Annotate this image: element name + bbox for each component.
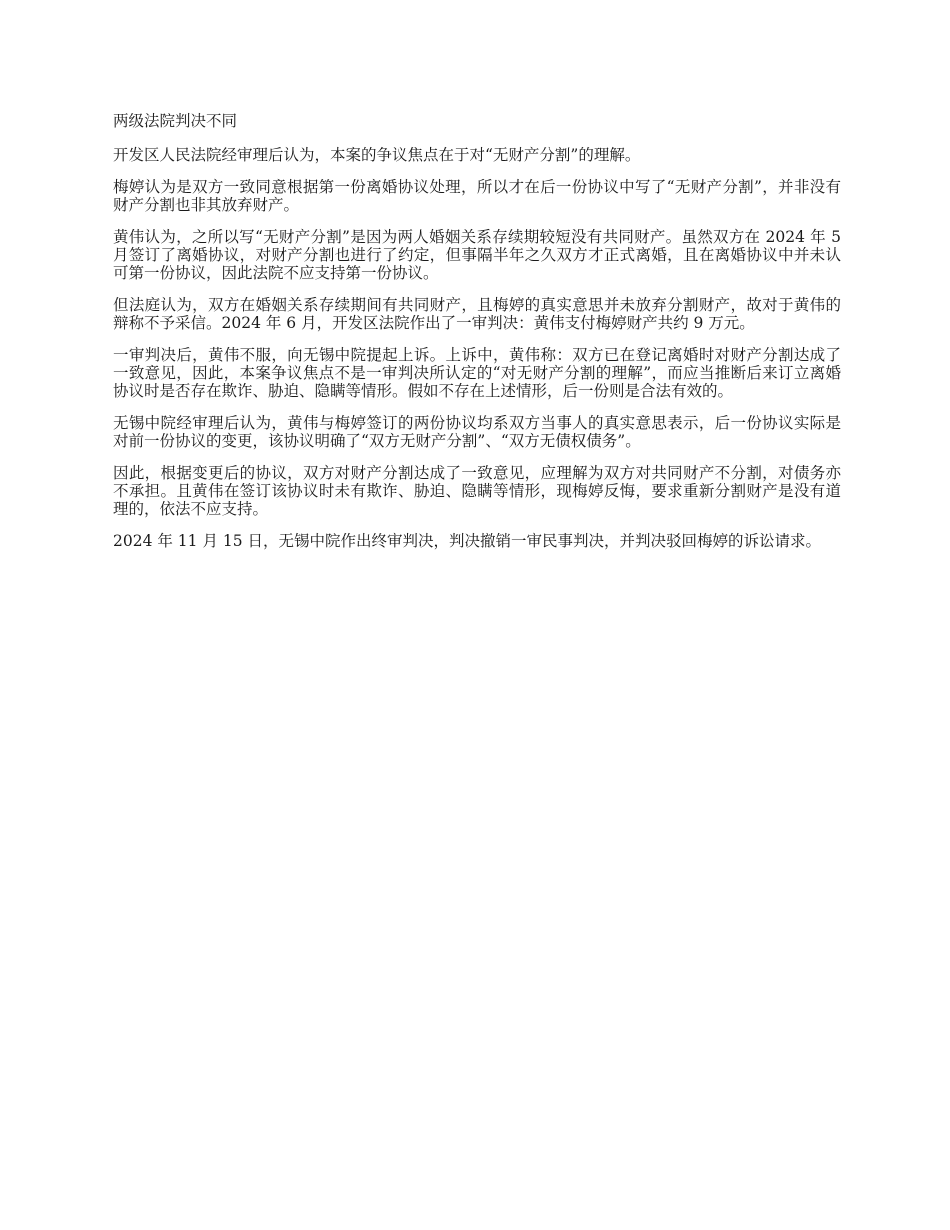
paragraph-6: 无锡中院经审理后认为，黄伟与梅婷签订的两份协议均系双方当事人的真实意思表示，后一份协议实际是对前一份协议的变更，该协议明确了“双方无财产分割”、“双方无债权债务”。 xyxy=(113,414,841,450)
paragraph-5: 一审判决后，黄伟不服，向无锡中院提起上诉。上诉中，黄伟称：双方已在登记离婚时对财产分割达成了一致意见，因此，本案争议焦点不是一审判决所认定的“对无财产分割的理解”，而应当推断后来订立离婚协议时是否存在欺诈、胁迫、隐瞒等情形。假如不存在上述情形，后一份则是合法有效的。 xyxy=(113,346,841,400)
paragraph-1: 开发区人民法院经审理后认为，本案的争议焦点在于对“无财产分割”的理解。 xyxy=(113,146,641,164)
section-heading: 两级法院判决不同 xyxy=(113,112,238,130)
document-page xyxy=(113,112,841,564)
paragraph-8: 2024 年 11 月 15 日，无锡中院作出终审判决，判决撤销一审民事判决，并判决驳回梅婷的诉讼请求。 xyxy=(113,532,822,550)
paragraph-7: 因此，根据变更后的协议，双方对财产分割达成了一致意见，应理解为双方对共同财产不分割，对债务亦不承担。且黄伟在签订该协议时未有欺诈、胁迫、隐瞒等情形，现梅婷反悔，要求重新分割财产是没有道理的，依法不应支持。 xyxy=(113,464,841,518)
paragraph-3: 黄伟认为，之所以写“无财产分割”是因为两人婚姻关系存续期较短没有共同财产。虽然双方在 2024 年 5 月签订了离婚协议，对财产分割也进行了约定，但事隔半年之久双方才正式离婚，且在离婚协议中并未认可第一份协议，因此法院不应支持第一份协议。 xyxy=(113,228,841,282)
paragraph-4: 但法庭认为，双方在婚姻关系存续期间有共同财产，且梅婷的真实意思并未放弃分割财产，故对于黄伟的辩称不予采信。2024 年 6 月，开发区法院作出了一审判决：黄伟支付梅婷财产共约 9 万元。 xyxy=(113,296,841,332)
paragraph-2: 梅婷认为是双方一致同意根据第一份离婚协议处理，所以才在后一份协议中写了“无财产分割”，并非没有财产分割也非其放弃财产。 xyxy=(113,178,841,214)
